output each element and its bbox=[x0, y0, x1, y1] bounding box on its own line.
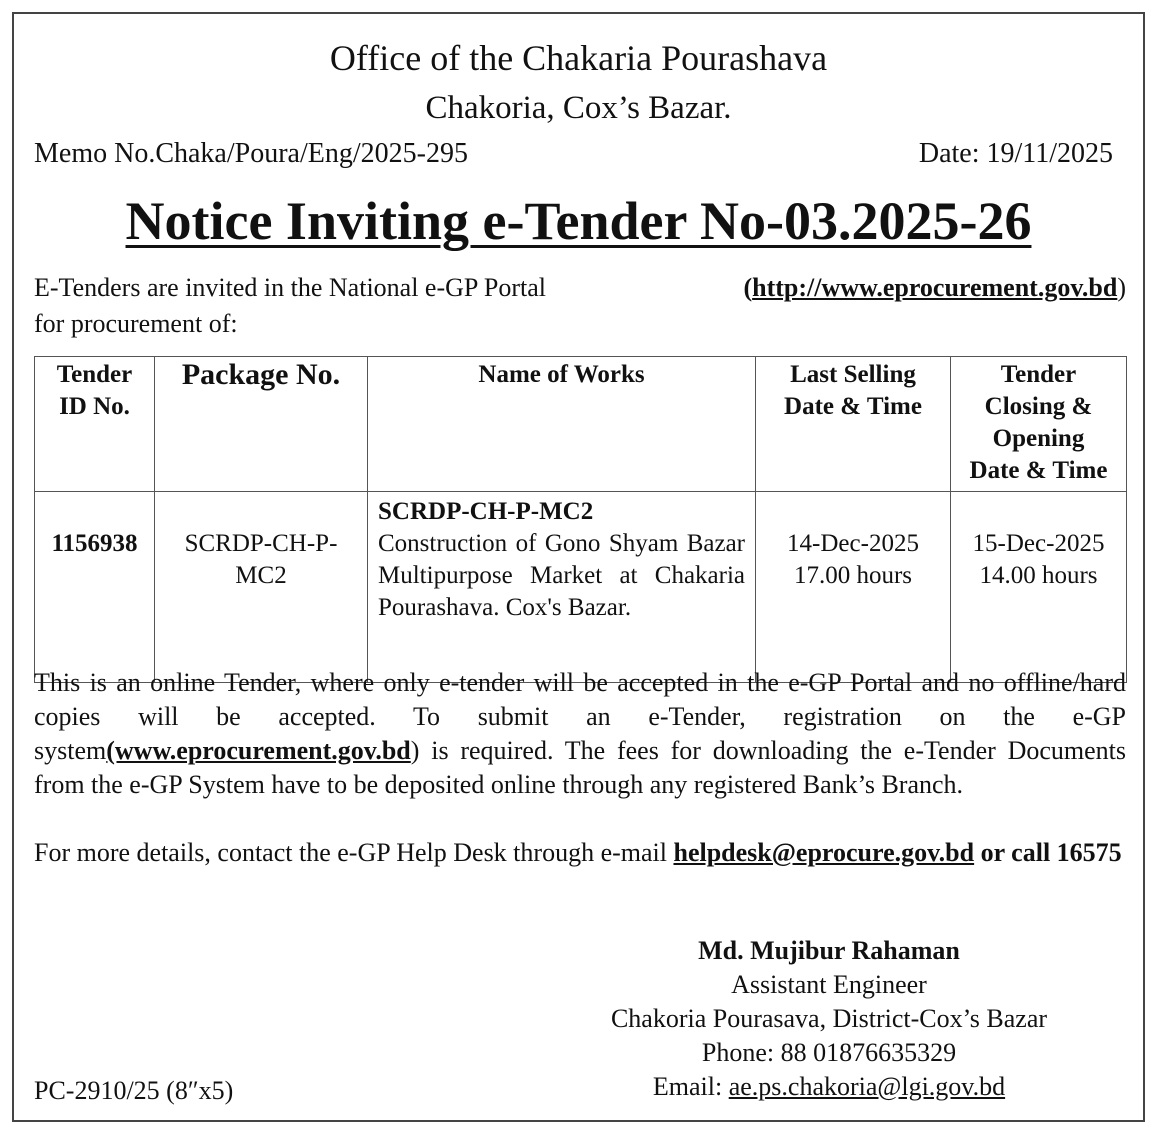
signatory-email-link[interactable]: ae.ps.chakoria@lgi.gov.bd bbox=[728, 1072, 1006, 1101]
table-row bbox=[35, 492, 1127, 683]
signature-block bbox=[554, 934, 1104, 1104]
col-package: Package No. bbox=[155, 357, 368, 492]
cell-text: 14-Dec-2025 bbox=[787, 530, 919, 557]
cell-closing bbox=[951, 492, 1127, 683]
contact-paragraph bbox=[34, 836, 1126, 870]
signatory-designation: Assistant Engineer bbox=[731, 970, 927, 999]
col-closing bbox=[951, 357, 1127, 492]
cell-text: 17.00 hours bbox=[793, 562, 913, 589]
terms-text: This is an online Tender, where only e-tender will be accepted in the e-GP Portal and no offline/hard copies will be accepted. To submit an e-Tender, registration on the e-GP system bbox=[34, 668, 1126, 765]
cell-tender-id: 1156938 bbox=[35, 492, 155, 683]
header-text: Tender bbox=[56, 361, 133, 388]
col-last-selling bbox=[756, 357, 951, 492]
cell-works bbox=[368, 492, 756, 683]
office-name: Office of the Chakaria Pourashava bbox=[329, 38, 828, 78]
pc-reference: PC-2910/25 (8″x5) bbox=[34, 1076, 234, 1105]
header-text: Date & Time bbox=[784, 393, 922, 420]
notice-date: Date: 19/11/2025 bbox=[918, 138, 1113, 169]
tender-notice bbox=[12, 12, 1145, 1122]
notice-title: Notice Inviting e-Tender No-03.2025-26 bbox=[125, 191, 1032, 251]
terms-text: ) is required. The fees for downloading the e-Tender Documents from the e-GP System have to be deposited online through any registered Bank’s Branch. bbox=[34, 736, 1126, 799]
header-text: Opening bbox=[992, 425, 1085, 452]
office-location: Chakoria, Cox’s Bazar. bbox=[425, 90, 732, 126]
intro-paragraph bbox=[34, 270, 1126, 342]
egp-portal-link[interactable]: http://www.eprocurement.gov.bd bbox=[752, 273, 1118, 302]
memo-number: Memo No.Chaka/Poura/Eng/2025-295 bbox=[34, 138, 468, 169]
cell-text: SCRDP-CH-P- bbox=[184, 530, 338, 557]
cell-text: MC2 bbox=[235, 562, 287, 589]
helpdesk-email-link[interactable]: helpdesk@eprocure.gov.bd bbox=[673, 838, 975, 867]
signatory-office: Chakoria Pourasava, District-Cox’s Bazar bbox=[610, 1004, 1048, 1033]
header-text: Date & Time bbox=[969, 457, 1108, 484]
intro-tail: for procurement of: bbox=[34, 309, 238, 338]
contact-text: For more details, contact the e-GP Help Desk through e-mail bbox=[34, 838, 667, 867]
header-text: ID No. bbox=[59, 393, 130, 420]
egp-system-link[interactable]: (www.eprocurement.gov.bd bbox=[106, 736, 411, 765]
cell-text: 14.00 hours bbox=[979, 562, 1098, 589]
col-works: Name of Works bbox=[368, 357, 756, 492]
table-header-row bbox=[35, 357, 1127, 492]
cell-text: 15-Dec-2025 bbox=[972, 530, 1105, 557]
intro-lead: E-Tenders are invited in the National e-GP Portal bbox=[34, 273, 547, 302]
signatory-name: Md. Mujibur Rahaman bbox=[698, 936, 960, 965]
works-description: Construction of Gono Shyam Bazar Multipurpose Market at Chakaria Pourashava. Cox's Bazar. bbox=[378, 530, 745, 621]
tender-table bbox=[34, 356, 1127, 683]
col-tender-id bbox=[35, 357, 155, 492]
header-text: Tender bbox=[1000, 361, 1077, 388]
terms-paragraph bbox=[34, 666, 1126, 802]
intro-open-paren: ( bbox=[743, 273, 753, 302]
signatory-phone: Phone: 88 01876635329 bbox=[701, 1038, 957, 1067]
cell-package bbox=[155, 492, 368, 683]
intro-close-paren: ) bbox=[1117, 273, 1126, 302]
header-text: Closing & bbox=[984, 393, 1093, 420]
cell-last-selling bbox=[756, 492, 951, 683]
works-code: SCRDP-CH-P-MC2 bbox=[378, 498, 594, 525]
email-label: Email: bbox=[652, 1072, 723, 1101]
header-text: Last Selling bbox=[790, 361, 916, 388]
contact-call: or call 16575 bbox=[980, 838, 1122, 867]
